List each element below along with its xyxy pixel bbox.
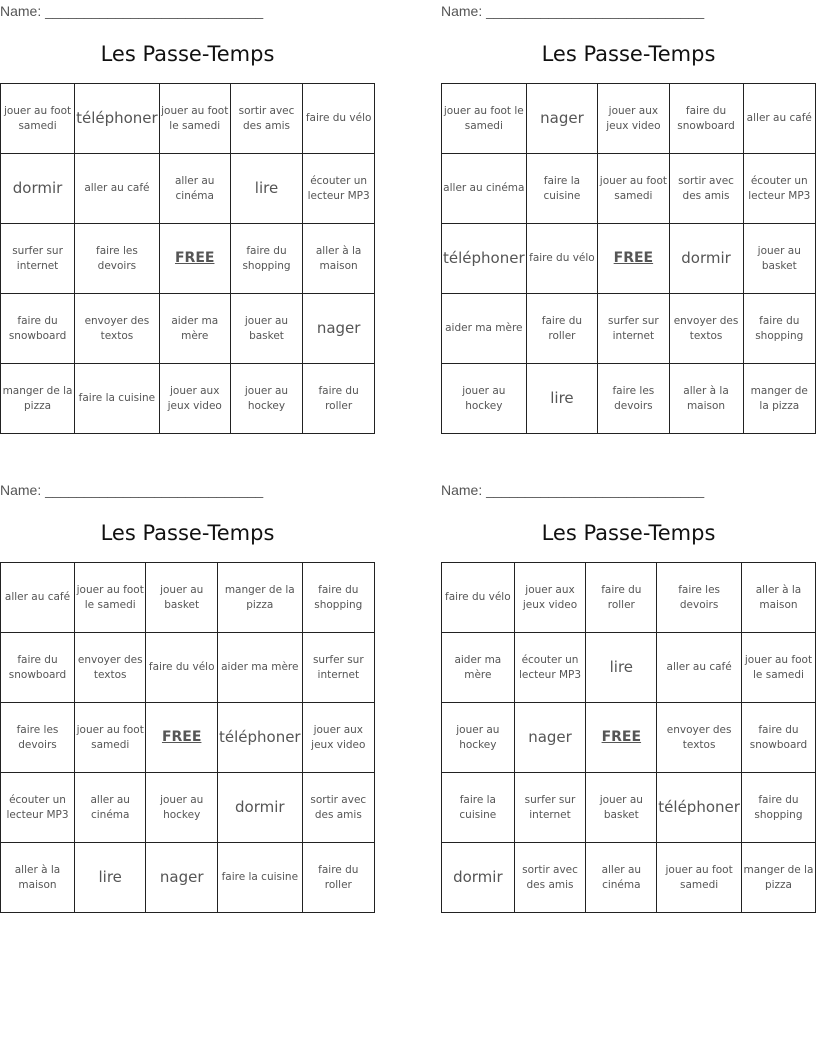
bingo-cell: faire du vélo bbox=[303, 84, 375, 154]
bingo-cell: faire du vélo bbox=[526, 224, 598, 294]
bingo-cell: jouer au hockey bbox=[442, 364, 527, 434]
bingo-cell: faire du snowboard bbox=[669, 84, 743, 154]
bingo-cell: jouer au basket bbox=[146, 563, 218, 633]
grid-row bbox=[1, 703, 375, 773]
bingo-cell: faire du roller bbox=[526, 294, 598, 364]
bingo-cell: aller à la maison bbox=[669, 364, 743, 434]
bingo-cell: aller au café bbox=[1, 563, 75, 633]
bingo-cell: sortir avec des amis bbox=[669, 154, 743, 224]
grid-row bbox=[1, 294, 375, 364]
bingo-cell: aller à la maison bbox=[1, 843, 75, 913]
bingo-grid bbox=[0, 83, 375, 434]
bingo-cell: téléphoner bbox=[442, 224, 527, 294]
free-cell: FREE bbox=[146, 703, 218, 773]
bingo-cell: faire la cuisine bbox=[526, 154, 598, 224]
name-line: Name: ____________________________ bbox=[0, 482, 264, 498]
bingo-cell: écouter un lecteur MP3 bbox=[303, 154, 375, 224]
bingo-cell: sortir avec des amis bbox=[302, 773, 374, 843]
grid-row bbox=[442, 703, 816, 773]
grid-row bbox=[1, 84, 375, 154]
bingo-cell: jouer au basket bbox=[230, 294, 303, 364]
bingo-cell: faire les devoirs bbox=[1, 703, 75, 773]
bingo-cell: aller au cinéma bbox=[75, 773, 146, 843]
bingo-cell: aider ma mère bbox=[159, 294, 230, 364]
name-line: Name: ____________________________ bbox=[441, 482, 705, 498]
bingo-cell: sortir avec des amis bbox=[230, 84, 303, 154]
bingo-cell: faire du shopping bbox=[741, 773, 815, 843]
grid-row bbox=[442, 843, 816, 913]
bingo-cell: faire la cuisine bbox=[75, 364, 160, 434]
grid-row bbox=[1, 563, 375, 633]
bingo-cell: nager bbox=[526, 84, 598, 154]
bingo-cell: jouer aux jeux video bbox=[302, 703, 374, 773]
bingo-cell: dormir bbox=[217, 773, 302, 843]
free-cell: FREE bbox=[159, 224, 230, 294]
bingo-cell: sortir avec des amis bbox=[514, 843, 586, 913]
bingo-cell: faire du shopping bbox=[302, 563, 374, 633]
card-title: Les Passe-Temps bbox=[541, 42, 716, 66]
bingo-cell: jouer au foot samedi bbox=[598, 154, 669, 224]
bingo-cell: aller au café bbox=[657, 633, 742, 703]
grid-row bbox=[442, 294, 816, 364]
bingo-cell: faire du snowboard bbox=[741, 703, 815, 773]
bingo-cell: manger de la pizza bbox=[217, 563, 302, 633]
bingo-cell: envoyer des textos bbox=[75, 294, 160, 364]
bingo-grid bbox=[441, 83, 816, 434]
bingo-cell: jouer au basket bbox=[743, 224, 815, 294]
name-line: Name: ____________________________ bbox=[441, 3, 705, 19]
bingo-cell: faire du roller bbox=[586, 563, 657, 633]
bingo-cell: aider ma mère bbox=[442, 633, 515, 703]
bingo-cell: faire du roller bbox=[302, 843, 374, 913]
bingo-cell: faire la cuisine bbox=[217, 843, 302, 913]
grid-row bbox=[442, 773, 816, 843]
card-title: Les Passe-Temps bbox=[100, 42, 275, 66]
bingo-cell: jouer aux jeux video bbox=[598, 84, 669, 154]
bingo-cell: jouer au foot le samedi bbox=[442, 84, 527, 154]
bingo-cell: dormir bbox=[442, 843, 515, 913]
bingo-cell: faire du vélo bbox=[146, 633, 218, 703]
bingo-cell: dormir bbox=[669, 224, 743, 294]
grid-row bbox=[442, 563, 816, 633]
name-line: Name: ____________________________ bbox=[0, 3, 264, 19]
bingo-cell: aller au café bbox=[75, 154, 160, 224]
bingo-cell: jouer au foot samedi bbox=[1, 84, 75, 154]
bingo-cell: faire du snowboard bbox=[1, 633, 75, 703]
bingo-cell: faire du shopping bbox=[230, 224, 303, 294]
bingo-cell: faire du roller bbox=[303, 364, 375, 434]
bingo-cell: téléphoner bbox=[217, 703, 302, 773]
bingo-cell: faire les devoirs bbox=[75, 224, 160, 294]
bingo-cell: jouer aux jeux video bbox=[159, 364, 230, 434]
grid-row bbox=[1, 364, 375, 434]
grid-row bbox=[442, 154, 816, 224]
bingo-cell: jouer au foot samedi bbox=[657, 843, 742, 913]
bingo-cell: lire bbox=[230, 154, 303, 224]
bingo-cell: faire du vélo bbox=[442, 563, 515, 633]
bingo-cell: faire les devoirs bbox=[598, 364, 669, 434]
bingo-cell: aller au cinéma bbox=[586, 843, 657, 913]
bingo-cell: aller au cinéma bbox=[159, 154, 230, 224]
bingo-cell: aider ma mère bbox=[217, 633, 302, 703]
card-title: Les Passe-Temps bbox=[100, 521, 275, 545]
bingo-cell: faire les devoirs bbox=[657, 563, 742, 633]
bingo-cell: écouter un lecteur MP3 bbox=[514, 633, 586, 703]
bingo-cell: jouer au foot samedi bbox=[75, 703, 146, 773]
grid-row bbox=[1, 843, 375, 913]
bingo-grid bbox=[441, 562, 816, 913]
bingo-cell: surfer sur internet bbox=[514, 773, 586, 843]
bingo-cell: jouer au hockey bbox=[442, 703, 515, 773]
bingo-cell: surfer sur internet bbox=[598, 294, 669, 364]
grid-row bbox=[442, 364, 816, 434]
bingo-cell: envoyer des textos bbox=[669, 294, 743, 364]
bingo-cell: lire bbox=[75, 843, 146, 913]
grid-row bbox=[1, 224, 375, 294]
bingo-cell: jouer au foot le samedi bbox=[741, 633, 815, 703]
bingo-cell: nager bbox=[514, 703, 586, 773]
free-cell: FREE bbox=[586, 703, 657, 773]
bingo-cell: jouer au foot le samedi bbox=[75, 563, 146, 633]
bingo-cell: aller au café bbox=[743, 84, 815, 154]
bingo-cell: dormir bbox=[1, 154, 75, 224]
grid-row bbox=[442, 84, 816, 154]
bingo-cell: téléphoner bbox=[657, 773, 742, 843]
bingo-cell: aller au cinéma bbox=[442, 154, 527, 224]
bingo-cell: faire du shopping bbox=[743, 294, 815, 364]
bingo-cell: écouter un lecteur MP3 bbox=[1, 773, 75, 843]
grid-row bbox=[442, 224, 816, 294]
bingo-cell: faire la cuisine bbox=[442, 773, 515, 843]
bingo-cell: manger de la pizza bbox=[741, 843, 815, 913]
bingo-cell: aller à la maison bbox=[741, 563, 815, 633]
bingo-cell: aller à la maison bbox=[303, 224, 375, 294]
bingo-cell: nager bbox=[303, 294, 375, 364]
bingo-cell: écouter un lecteur MP3 bbox=[743, 154, 815, 224]
bingo-cell: manger de la pizza bbox=[743, 364, 815, 434]
grid-row bbox=[1, 633, 375, 703]
card-title: Les Passe-Temps bbox=[541, 521, 716, 545]
bingo-cell: surfer sur internet bbox=[1, 224, 75, 294]
bingo-cell: lire bbox=[586, 633, 657, 703]
bingo-cell: lire bbox=[526, 364, 598, 434]
grid-row bbox=[442, 633, 816, 703]
bingo-cell: surfer sur internet bbox=[302, 633, 374, 703]
bingo-cell: jouer au basket bbox=[586, 773, 657, 843]
grid-row bbox=[1, 773, 375, 843]
bingo-cell: téléphoner bbox=[75, 84, 160, 154]
bingo-cell: nager bbox=[146, 843, 218, 913]
bingo-cell: jouer au hockey bbox=[230, 364, 303, 434]
bingo-cell: manger de la pizza bbox=[1, 364, 75, 434]
free-cell: FREE bbox=[598, 224, 669, 294]
bingo-cell: jouer au hockey bbox=[146, 773, 218, 843]
bingo-cell: faire du snowboard bbox=[1, 294, 75, 364]
bingo-cell: jouer au foot le samedi bbox=[159, 84, 230, 154]
bingo-cell: aider ma mère bbox=[442, 294, 527, 364]
bingo-cell: envoyer des textos bbox=[75, 633, 146, 703]
bingo-grid bbox=[0, 562, 375, 913]
grid-row bbox=[1, 154, 375, 224]
bingo-cell: jouer aux jeux video bbox=[514, 563, 586, 633]
bingo-cell: envoyer des textos bbox=[657, 703, 742, 773]
